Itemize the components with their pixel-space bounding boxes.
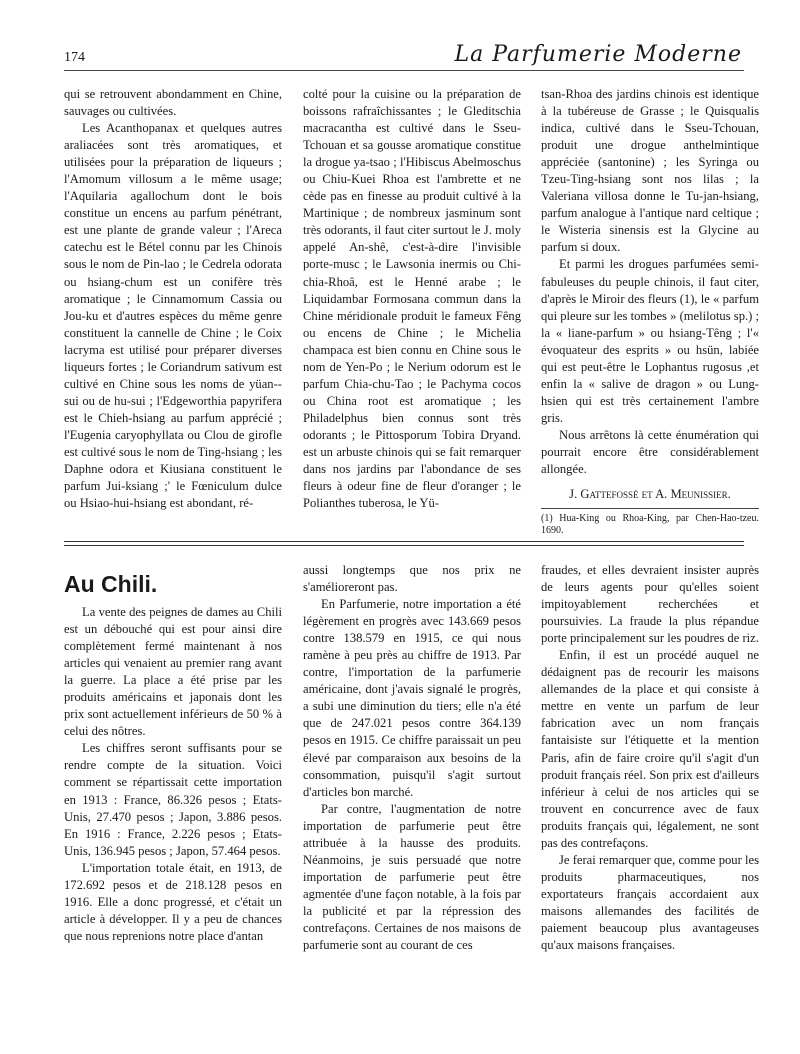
paragraph: Les chiffres seront suffisants pour se rendre compte de la situation. Voici comment se répartissait cette importation en 1913 : France, 86.326 pesos ; Etats-Unis, 27.470 pesos ; Japon, 3.886 pesos. En 1916 : France, 2.226 pesos ; Etats-Unis, 136.945 pesos ; Japon, 57.464 pesos.: [64, 741, 282, 858]
paragraph: Et parmi les drogues parfumées semi-fabuleuses du peuple chinois, il faut citer, d'après le Miroir des fleurs (1), le « parfum qui pleure sur les tombes » (melilotus sp.) ; la « liane-parfum » ou hsiang-Têng ; l'« évoquateur des esprits » ou hsün, labiée qui est peut-être le Lophantus rugosus ,et enfin la « salive de dragon » ou Lung-hsien qui est très certainement l'ambre gris.: [541, 257, 759, 425]
journal-title: La Parfumerie Moderne: [454, 42, 742, 67]
page-number: 174: [64, 50, 85, 65]
article1-column-1: [64, 86, 282, 512]
paragraph: Les Acanthopanax et quelques autres araliacées sont très aromatiques, et utilisées pour la préparation de liqueurs ; l'Amomum villosum a le même usage; l'Aquilaria agallochum dont le bois constitue un encens au parfum pénétrant, est une plante de grande valeur ; l'Areca catechu est le Bétel connu par les Chinois sous le nom de Pin-lao ; le Cedrela odorata ou hsiang-chum est un conifère très aromatique ; le Cinnamomum Cassia ou Jou-ku et d'autres espèces du même genre constituent la cannelle de Chine ; le Coix lacryma est utilisé pour préparer diverses liqueurs fortes ; le Coriandrum sativum est cultivé en Chine sous les noms de yüan--sui ou de hu-sui ; l'Edgeworthia papyrifera est le Chieh-hsiang au parfum apprécié ; l'Eugenia caryophyllata ou Clou de girofle est cultivé sous le nom de Ting-hsiang ; les Daphne odora et Kiusiana constituent le parfum Jui-ksiang ;' le Fœniculum dulce ou Hsiao-hui-hsiang est abondant, ré-: [64, 121, 282, 511]
article2-column-1: [64, 604, 282, 945]
article1-column-3: [541, 86, 759, 503]
paragraph: aussi longtemps que nos prix ne s'amélioreront pas.: [303, 563, 521, 595]
paragraph: La vente des peignes de dames au Chili est un débouché qui est pour ainsi dire complètement fermé maintenant à nos articles qui venaient au premier rang avant la guerre. La place a été prise par les produits américains et japonais dont les prix sont actuellement inférieurs de 50 % à celui des nôtres.: [64, 605, 282, 739]
article1-column-2: [303, 86, 521, 512]
paragraph: En Parfumerie, notre importation a été légèrement en progrès avec 143.669 pesos contre 138.579 en 1915, ce qui nous ramène à peu près au chiffre de 1913. Par contre, l'importation de la parfumerie américaine, dont j'avais signalé le progrès, a subi une diminution du tiers; elle n'a été que de 247.021 pesos contre 364.139 pesos en 1915. Ce chiffre paraissait un peu élevé par comparaison aux besoins de la consommation, puisqu'il s'agit surtout d'articles bon marché.: [303, 597, 521, 799]
paragraph: Je ferai remarquer que, comme pour les produits pharmaceutiques, nos exportateurs français accordaient aux maisons allemandes des facilités de paiement beaucoup plus avantageuses qu'aux maisons françaises.: [541, 852, 759, 953]
header-rule: [64, 70, 744, 71]
paragraph: L'importation totale était, en 1913, de 172.692 pesos et de 218.128 pesos en 1916. Elle a donc progressé, et c'était un article à développer. Il y a peu de chances que nous reprenions notre place d'antan: [64, 860, 282, 943]
footnote-rule: [541, 508, 759, 509]
paragraph: tsan-Rhoa des jardins chinois est identique à la tubéreuse de Grasse ; le Quisqualis indica, cultivé dans le Sseu-Tchouan, produit une drogue anthelmintique appréciée (santonine) ; les Syringa ou Tzeu-Ting-hsiang sont nos lilas ; la Valeriana villosa donne le Tu-jan-hsiang, parfum analogue à l'antique nard celtique ; le Wisteria sinensis est la Glycine au parfum si doux.: [541, 87, 759, 255]
paragraph: Par contre, l'augmentation de notre importation de parfumerie peut être attribuée à la hausse des produits. Néanmoins, je suis persuadé que notre importation de parfumerie peut être agmentée d'une façon notable, à la fois par la publicité et par la répression des contrefaçons. Certaines de nos maisons de parfumerie sont au courant de ces: [303, 801, 521, 953]
paragraph: colté pour la cuisine ou la préparation de boissons rafraîchissantes ; le Gleditschia macracantha est cultivé dans le Sseu-Tchouan et sa gousse aromatique constitue la drogue ya-tsao ; l'Hibiscus Abelmoschus ou Chiu-Kuei Rhoa est l'ambrette et ne cède pas en finesse au produit cultivé à la Martinique ; de nombreux jasminum sont très odorants, il faut citer surtout le J. moly appelé An-shê, c'est-à-dire l'invisible porte-musc ; le Lawsonia inermis ou Chi-chia-Rhoâ, est le Henné arabe ; le Liquidambar Formosana commun dans la Chine méridionale produit le fameux Fêng ou encens de Chine ; le Michelia champaca est bien connu en Chine sous le nom de Yen-Po ; le Nerium odorum est le parfum Chia-chu-Tao ; le Pachyma cocos ou China root est aromatique ; les Philadelphus bien connus sont très odorants ; le Pittosporum Tobira Dryand. est un arbuste chinois qui se fait remarquer dans nos jardins par l'abondance de ses fleurs à odeur fine de fleur d'oranger ; le Polianthes tuberosa, le Yü-: [303, 87, 521, 511]
article2-column-2: [303, 562, 521, 954]
paragraph: Enfin, il est un procédé auquel ne dédaignent pas de recourir les maisons allemandes de la place et qui consiste à mettre en vente un parfum de leur fabrication avec un nom français fantaisiste sur l'étiquette et la mention Paris, afin de faire croire qu'il s'agit d'un produit français réel. Son prix est d'ailleurs inférieur à celui de nos articles qui se trouvent en concurrence avec de faux produits français qui, légalement, ne sont pas des contrefaçons.: [541, 648, 759, 850]
footnote: (1) Hua-King ou Rhoa-King, par Chen-Hao-tzeu. 1690.: [541, 513, 759, 536]
section-title: Au Chili.: [64, 571, 158, 597]
paragraph: Nous arrêtons là cette énumération qui pourrait encore être considérablement allongée.: [541, 427, 759, 477]
signature: J. Gattefossé et A. Meunissier.: [569, 487, 731, 502]
paragraph: qui se retrouvent abondamment en Chine, sauvages ou cultivées.: [64, 87, 282, 119]
article2-column-3: [541, 562, 759, 954]
paragraph: fraudes, et elles devraient insister auprès de leurs agents pour qu'elles soient impitoyablement recherchées et poursuivies. La fraude la plus répandue porte principalement sur les poudres de riz.: [541, 563, 759, 646]
section-rule: [64, 541, 744, 546]
